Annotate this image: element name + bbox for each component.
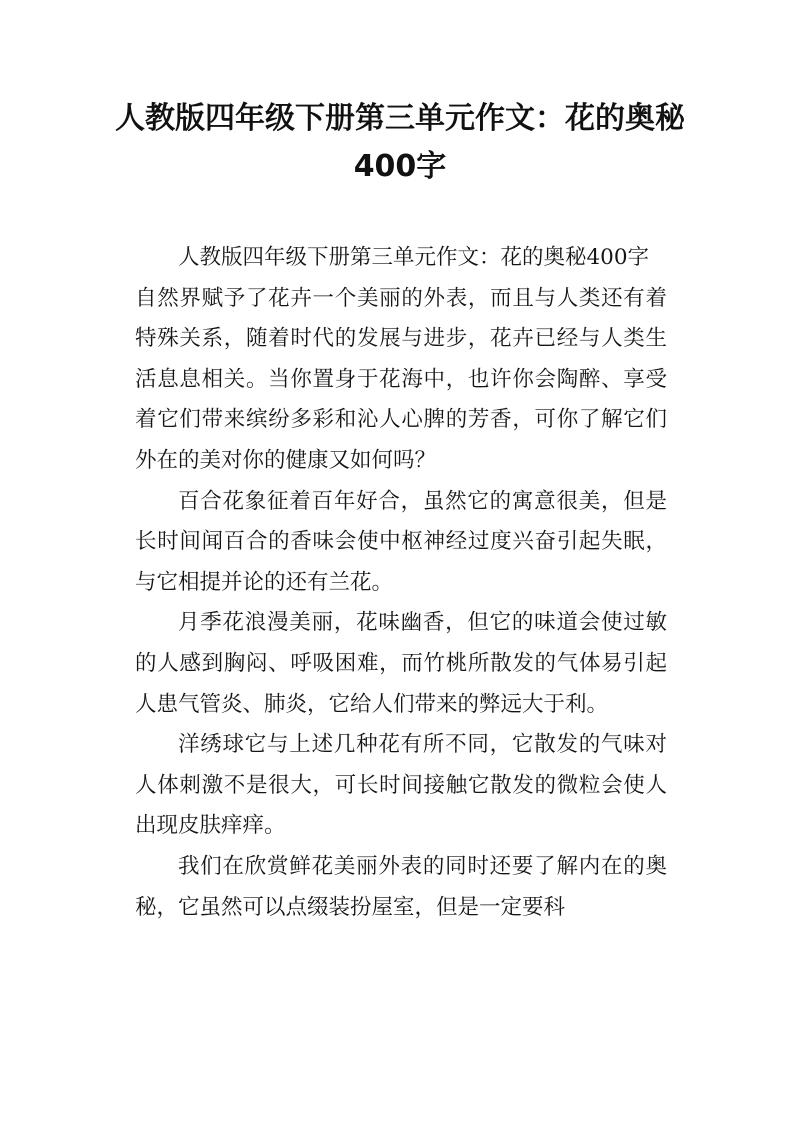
document-body [135,238,667,928]
paragraph-intro: 自然界赋予了花卉一个美丽的外表，而且与人类还有着特殊关系，随着时代的发展与进步，花卉已经与人类生活息息相关。当你置身于花海中，也许你会陶醉、享受着它们带来缤纷多彩和沁人心脾的芳香，可你了解它们外在的美对你的健康又如何吗？ [135,285,667,473]
paragraph-lily: 百合花象征着百年好合，虽然它的寓意很美，但是长时间闻百合的香味会使中枢神经过度兴奋引起失眠，与它相提并论的还有兰花。 [135,488,667,595]
document-title: 人教版四年级下册第三单元作文：花的奥秘400字 [115,101,685,184]
paragraph-rose: 月季花浪漫美丽，花味幽香，但它的味道会使过敏的人感到胸闷、呼吸困难，而竹桃所散发的气体易引起人患气管炎、肺炎，它给人们带来的弊远大于利。 [135,610,667,717]
paragraph-conclusion: 我们在欣赏鲜花美丽外表的同时还要了解内在的奥秘，它虽然可以点缀装扮屋室，但是一定要科 [135,853,667,920]
paragraph-heading-repeat: 人教版四年级下册第三单元作文：花的奥秘400字 [178,245,650,270]
paragraph-hydrangea: 洋绣球它与上述几种花有所不同，它散发的气味对人体刺激不是很大，可长时间接触它散发的微粒会使人出现皮肤痒痒。 [135,732,667,839]
